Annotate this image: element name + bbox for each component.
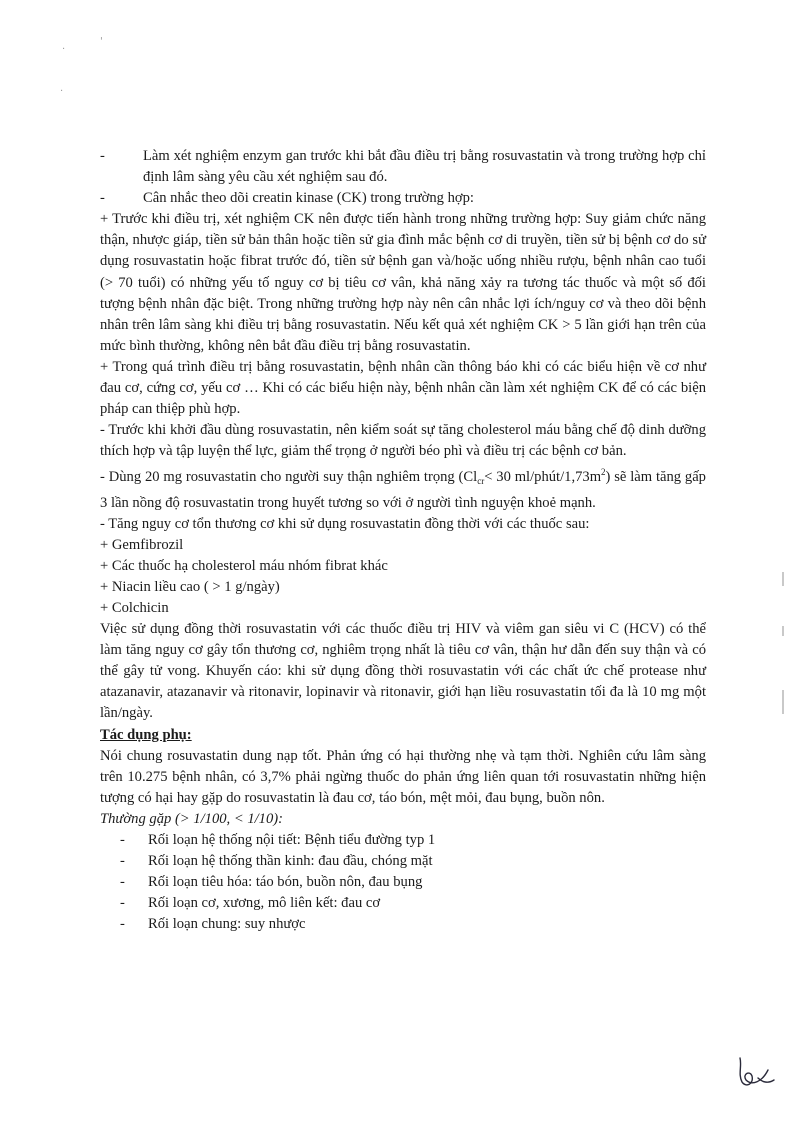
dash-symbol: - xyxy=(120,895,125,912)
list-item: - Rối loạn chung: suy nhược xyxy=(120,914,706,935)
dash-symbol: - xyxy=(100,190,105,207)
subscript-cr: cr xyxy=(477,476,485,487)
document-page xyxy=(100,146,706,935)
dash-symbol: - xyxy=(120,853,125,870)
renal-paragraph: - Dùng 20 mg rosuvastatin cho người suy thận nghiêm trọng ($Cl_{cr}< 30$ $ml/phút/1,73m^2$) sẽ làm tăng gấp 3 lần nồng độ rosuvastatin trong huyết tương so với ở người tình nguyện khoẻ mạnh. xyxy=(100,467,706,511)
dash-item xyxy=(100,188,706,209)
interaction-line: + Các thuốc hạ cholesterol máu nhóm fibrat khác xyxy=(100,557,388,574)
side-effects-heading: Tác dụng phụ: xyxy=(100,726,192,743)
dash-symbol: - xyxy=(100,148,105,164)
scan-speck: · xyxy=(60,86,64,97)
list-item: - Rối loạn tiêu hóa: táo bón, buồn nôn, đau bụng xyxy=(120,872,706,893)
edge-mark xyxy=(782,690,784,714)
list-item: - Rối loạn cơ, xương, mô liên kết: đau cơ xyxy=(120,893,706,914)
list-item: - Rối loạn hệ thống nội tiết: Bệnh tiểu đường typ 1 xyxy=(120,830,706,851)
side-effects-intro: Nói chung rosuvastatin dung nạp tốt. Phản ứng có hại thường nhẹ và tạm thời. Nghiên cứu lâm sàng trên 10.275 bệnh nhân, có 3,7% phải ngừng thuốc do phản ứng liên quan tới rosuvastatin những hiện tượng có hại hay gặp do rosuvastatin là đau cơ, táo bón, mệt mỏi, đau bụng, buồn nôn. xyxy=(100,747,706,806)
interaction-line: - Tăng nguy cơ tổn thương cơ khi sử dụng rosuvastatin đồng thời với các thuốc sau: xyxy=(100,515,590,532)
dash-item xyxy=(100,146,706,188)
dash-symbol: - xyxy=(120,916,125,933)
interaction-line: + Niacin liều cao ( > 1 g/ngày) xyxy=(100,578,280,595)
scan-speck: ' xyxy=(100,36,103,47)
scan-speck: · xyxy=(62,44,66,55)
edge-mark xyxy=(782,626,784,636)
hiv-paragraph: Việc sử dụng đồng thời rosuvastatin với các thuốc điều trị HIV và viêm gan siêu vi C (HCV) có thể làm tăng nguy cơ gây tổn thương cơ, nghiêm trọng nhất là tiêu cơ vân, thận hư dẫn đến suy thận và có thể gây tử vong. Khuyến cáo: khi sử dụng đồng thời rosuvastatin với các chất ức chế protease như atazanavir, atazanavir và ritonavir, lopinavir và ritonavir, giới hạn liều rosuvastatin tối đa là 10 mg một lần/ngày. xyxy=(100,621,706,722)
interaction-line: + Gemfibrozil xyxy=(100,536,184,553)
frequency-label: Thường gặp (> 1/100, < 1/10): xyxy=(100,810,283,827)
ck-before-paragraph: + Trước khi điều trị, xét nghiệm CK nên được tiến hành trong những trường hợp: Suy giảm chức năng thận, nhược giáp, tiền sử bản thân hoặc tiền sử gia đình mắc bệnh cơ di truyền, tiền sử bị bệnh cơ do sử dụng rosuvastatin hoặc fibrat trước đó, tiền sử bệnh gan và/hoặc uống nhiều rượu, bệnh nhân cao tuổi (> 70 tuổi) có những yếu tố nguy cơ bị tiêu cơ vân, khả năng xảy ra tương tác thuốc và một số đối tượng bệnh nhân đặc biệt. Trong những trường hợp này nên cân nhắc lợi ích/nguy cơ và theo dõi bệnh nhân trên lâm sàng khi điều trị bằng rosuvastatin. Nếu kết quả xét nghiệm CK > 5 lần giới hạn trên của mức bình thường, không nên bắt đầu điều trị bằng rosuvastatin. xyxy=(100,211,706,354)
side-effects-list xyxy=(100,830,706,935)
dash-symbol: - xyxy=(120,832,125,848)
dash-text: Làm xét nghiệm enzym gan trước khi bắt đầu điều trị bằng rosuvastatin và trong trường hợp chỉ định lâm sàng yêu cầu xét nghiệm sau đó. xyxy=(143,148,706,186)
dash-text: Cân nhắc theo dõi creatin kinase (CK) trong trường hợp: xyxy=(143,190,474,207)
cholesterol-paragraph: - Trước khi khởi đầu dùng rosuvastatin, nên kiểm soát sự tăng cholesterol máu bằng chế độ dinh dưỡng thích hợp và tập luyện thể lực, giảm thể trọng ở người béo phì và điều trị các bệnh cơ bản. xyxy=(100,422,706,460)
interaction-line: + Colchicin xyxy=(100,599,169,616)
edge-mark xyxy=(782,572,784,586)
signature-mark xyxy=(728,1052,778,1092)
ck-during-paragraph: + Trong quá trình điều trị bằng rosuvastatin, bệnh nhân cần thông báo khi có các biểu hiện về cơ như đau cơ, cứng cơ, yếu cơ … Khi có các biểu hiện này, bệnh nhân cần làm xét nghiệm CK để có các biện pháp can thiệp phù hợp. xyxy=(100,358,706,418)
dash-symbol: - xyxy=(120,874,125,891)
list-item: - Rối loạn hệ thống thần kinh: đau đầu, chóng mặt xyxy=(120,851,706,872)
superscript-2: 2 xyxy=(601,467,606,478)
